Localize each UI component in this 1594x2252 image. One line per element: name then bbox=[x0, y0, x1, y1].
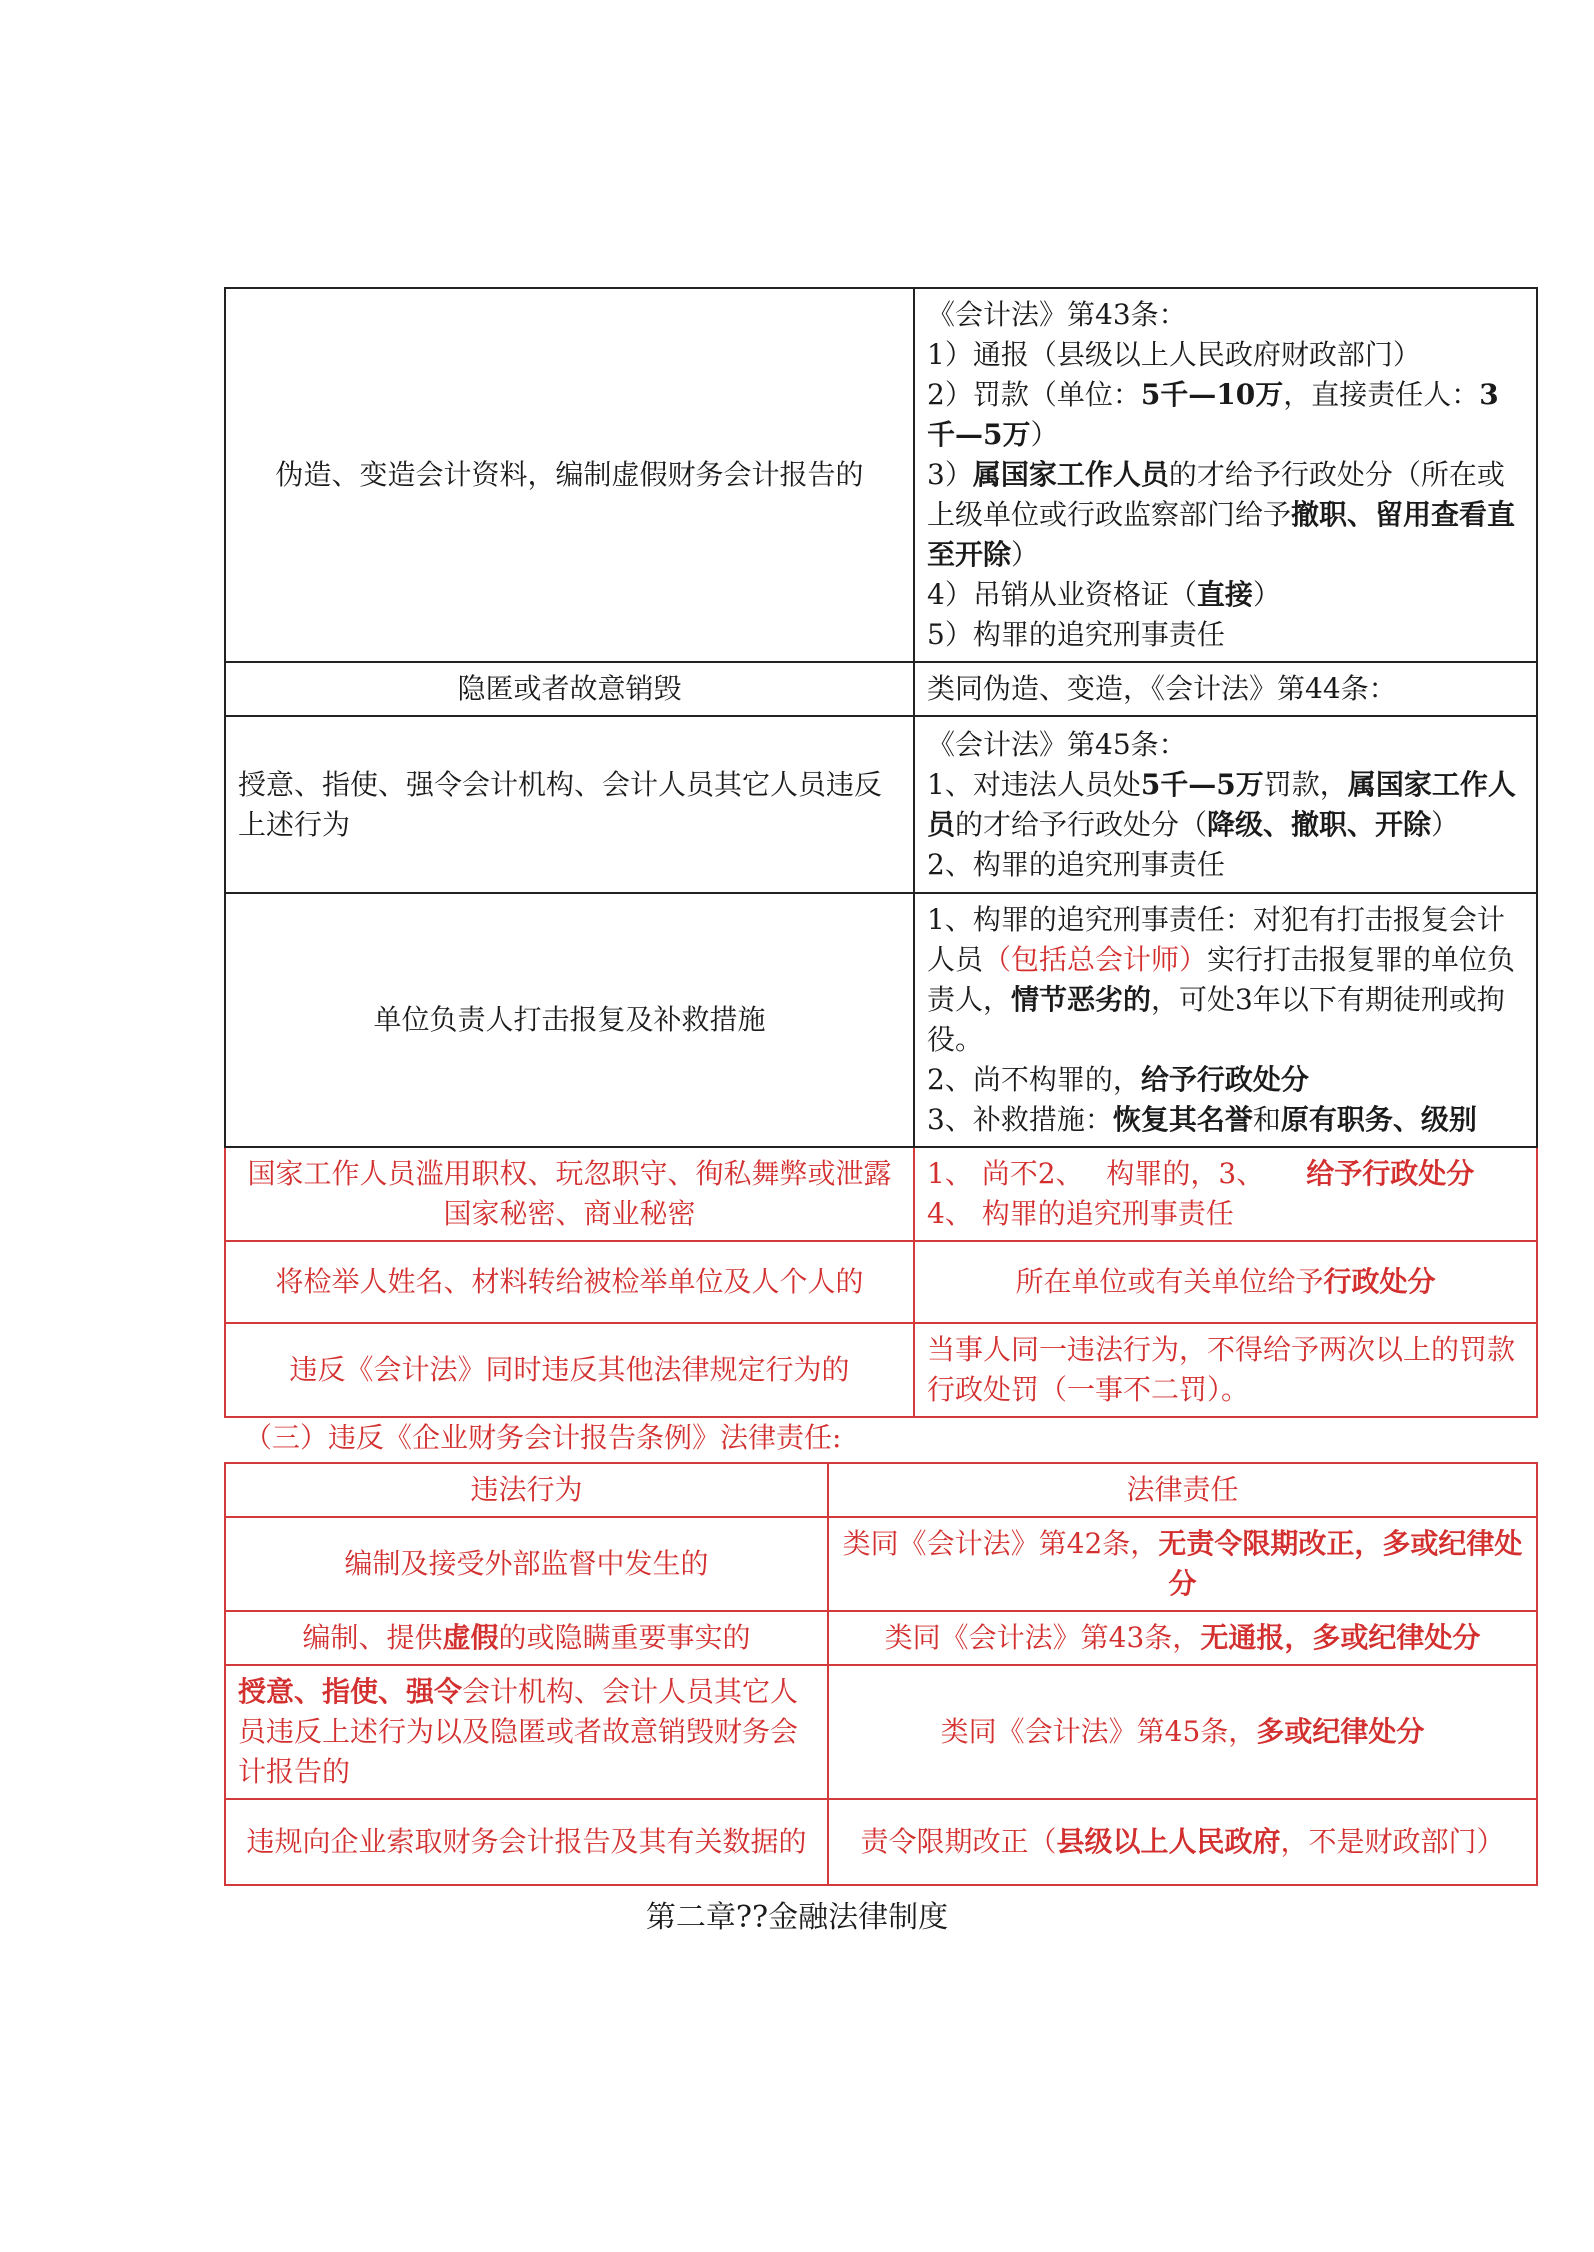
bold-text: 多或纪律处分 bbox=[1256, 1715, 1425, 1748]
liability-line bbox=[927, 455, 1524, 575]
violation-cell bbox=[225, 1611, 828, 1665]
violation-cell: 授意、指使、强令会计机构、会计人员其它人员违反上述行为 bbox=[225, 716, 914, 893]
table-row bbox=[225, 893, 1537, 1147]
text: 所在单位或有关单位给予 bbox=[1015, 1265, 1324, 1298]
red-text: （包括总会计师） bbox=[983, 943, 1208, 976]
liability-cell bbox=[828, 1517, 1537, 1611]
table-row bbox=[225, 1517, 1537, 1611]
text: ） bbox=[1030, 418, 1059, 451]
bold-text: 情节恶劣的 bbox=[1011, 983, 1152, 1016]
text: 罚款， bbox=[1263, 767, 1348, 801]
table-row bbox=[225, 1241, 1537, 1323]
text: ） bbox=[1252, 578, 1281, 611]
bold-text: 授意、指使、强令 bbox=[238, 1675, 463, 1708]
violation-cell: 国家工作人员滥用职权、玩忽职守、徇私舞弊或泄露国家秘密、商业秘密 bbox=[225, 1147, 914, 1241]
bold-text: 虚假 bbox=[442, 1621, 499, 1654]
table-row bbox=[225, 1611, 1537, 1665]
text: 类同《会计法》第42条， bbox=[842, 1527, 1159, 1560]
text: 编制、提供 bbox=[302, 1621, 443, 1654]
table-row bbox=[225, 1799, 1537, 1885]
bold-text: 给予行政处分 bbox=[1140, 1063, 1309, 1096]
liability-cell bbox=[914, 1147, 1537, 1241]
bold-text: 县级以上人民政府 bbox=[1056, 1825, 1281, 1858]
chapter-title: 第二章??金融法律制度 bbox=[645, 1900, 949, 1935]
liability-line: 《会计法》第43条： bbox=[927, 298, 1187, 331]
table-header-row bbox=[225, 1463, 1537, 1517]
liability-cell bbox=[828, 1611, 1537, 1665]
bold-text: 直接 bbox=[1196, 578, 1253, 611]
liability-line bbox=[927, 1154, 1524, 1194]
violation-cell: 隐匿或者故意销毁 bbox=[225, 662, 914, 716]
text: 会计机构、会计人员其它人员违反上述行为以及隐匿或者故意销毁财务会计报告的 bbox=[238, 1675, 799, 1788]
liability-line: 4、 构罪的追究刑事责任 bbox=[927, 1197, 1234, 1230]
liability-cell bbox=[828, 1665, 1537, 1799]
liability-cell bbox=[914, 1241, 1537, 1323]
liability-cell: 类同伪造、变造，《会计法》第44条： bbox=[914, 662, 1537, 716]
text: 责令限期改正（ bbox=[860, 1825, 1057, 1858]
liability-line bbox=[927, 1060, 1524, 1100]
text: 和 bbox=[1252, 1103, 1281, 1136]
liability-line bbox=[927, 1100, 1524, 1140]
bold-text: 属国家工作人员 bbox=[927, 767, 1516, 841]
liability-line bbox=[927, 575, 1524, 615]
text: 类同《会计法》第45条， bbox=[940, 1715, 1257, 1748]
violation-cell: 编制及接受外部监督中发生的 bbox=[225, 1517, 828, 1611]
bold-text: 5千—5万 bbox=[1140, 767, 1264, 801]
table-row bbox=[225, 1665, 1537, 1799]
liability-line: 1）通报（县级以上人民政府财政部门） bbox=[927, 338, 1421, 371]
text: ，不是财政部门） bbox=[1280, 1825, 1505, 1858]
bold-text: 恢复其名誉 bbox=[1112, 1103, 1253, 1136]
text: 的才给予行政处分（所在或上级单位或行政监察部门给予 bbox=[927, 458, 1505, 531]
bold-text: 无责令限期改正，多或纪律处分 bbox=[1158, 1527, 1523, 1600]
bold-text: 5千—10万 bbox=[1140, 378, 1284, 411]
text: 2）罚款（单位： bbox=[927, 378, 1141, 411]
text: 1、对违法人员处 bbox=[927, 767, 1141, 801]
text: 实行打击报复罪的单位负责人， bbox=[927, 943, 1516, 1016]
text: 的或隐瞒重要事实的 bbox=[498, 1621, 751, 1654]
liability-line: 《会计法》第45条： bbox=[927, 727, 1187, 761]
liability-line bbox=[927, 900, 1524, 1060]
liability-cell bbox=[828, 1799, 1537, 1885]
text: ） bbox=[1011, 538, 1040, 571]
violation-cell: 单位负责人打击报复及补救措施 bbox=[225, 893, 914, 1147]
violation-cell bbox=[225, 1665, 828, 1799]
violation-cell: 违规向企业索取财务会计报告及其有关数据的 bbox=[225, 1799, 828, 1885]
liability-cell: 当事人同一违法行为，不得给予两次以上的罚款行政处罚（一事不二罚）。 bbox=[914, 1323, 1537, 1417]
liability-line bbox=[927, 375, 1524, 455]
liability-cell bbox=[914, 288, 1537, 662]
bold-text: 属国家工作人员 bbox=[972, 458, 1169, 491]
violation-cell: 违反《会计法》同时违反其他法律规定行为的 bbox=[225, 1323, 914, 1417]
text: 1、构罪的追究刑事责任：对犯有打击报复会计人员 bbox=[927, 903, 1505, 976]
liability-line: 5）构罪的追究刑事责任 bbox=[927, 618, 1225, 651]
financial-report-regulation-table bbox=[224, 1462, 1538, 1886]
column-header: 法律责任 bbox=[828, 1463, 1537, 1517]
text: ） bbox=[1431, 807, 1460, 841]
section-heading: （三）违反《企业财务会计报告条例》法律责任: bbox=[244, 1421, 842, 1454]
text: 1、 尚不2、 构罪的，3、 bbox=[927, 1157, 1307, 1190]
liability-line bbox=[927, 765, 1524, 845]
text: 的才给予行政处分（ bbox=[955, 807, 1208, 841]
text: 3、补救措施： bbox=[927, 1103, 1113, 1136]
liability-line: 2、构罪的追究刑事责任 bbox=[927, 847, 1225, 881]
bold-text: 行政处分 bbox=[1323, 1265, 1436, 1298]
liability-cell bbox=[914, 716, 1537, 893]
text: 类同《会计法》第43条， bbox=[884, 1621, 1201, 1654]
text: ，可处3年以下有期徒刑或拘役。 bbox=[927, 983, 1505, 1056]
table-row bbox=[225, 1323, 1537, 1417]
bold-text: 给予行政处分 bbox=[1306, 1157, 1475, 1190]
text: 3） bbox=[927, 458, 973, 491]
text: 4）吊销从业资格证（ bbox=[927, 578, 1197, 611]
text: ，直接责任人： bbox=[1283, 378, 1480, 411]
table-row bbox=[225, 716, 1537, 893]
bold-text: 撤职、留用查看直至开除 bbox=[927, 498, 1516, 571]
bold-text: 无通报，多或纪律处分 bbox=[1200, 1621, 1481, 1654]
text: 2、尚不构罪的， bbox=[927, 1063, 1141, 1096]
table-row bbox=[225, 662, 1537, 716]
violation-cell: 伪造、变造会计资料，编制虚假财务会计报告的 bbox=[225, 288, 914, 662]
column-header: 违法行为 bbox=[225, 1463, 828, 1517]
violation-cell: 将检举人姓名、材料转给被检举单位及人个人的 bbox=[225, 1241, 914, 1323]
bold-text: 3千—5万 bbox=[927, 378, 1499, 451]
liability-cell bbox=[914, 893, 1537, 1147]
table-row bbox=[225, 288, 1537, 662]
accounting-law-liability-table bbox=[224, 287, 1538, 1418]
bold-text: 原有职务、级别 bbox=[1280, 1103, 1477, 1136]
bold-text: 降级、撤职、开除 bbox=[1207, 807, 1432, 841]
table-row bbox=[225, 1147, 1537, 1241]
